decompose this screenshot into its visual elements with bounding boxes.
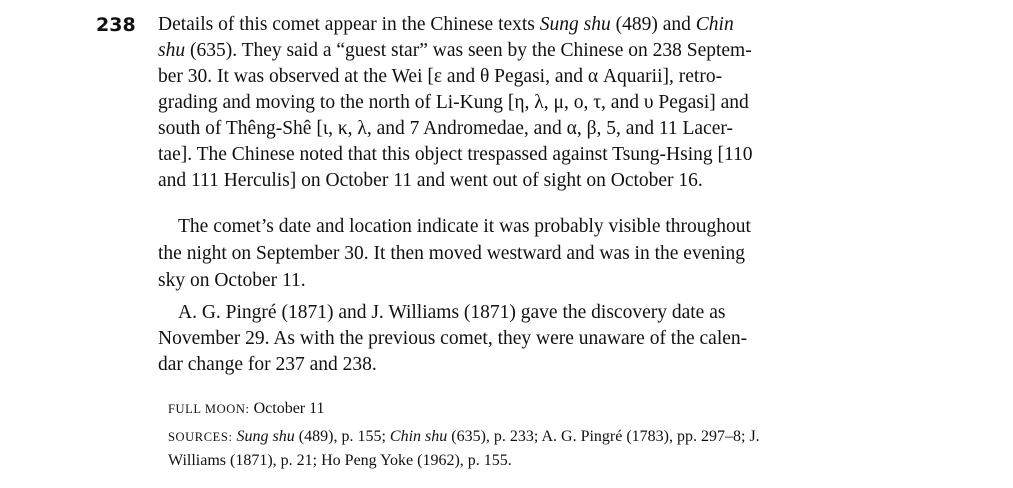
text-line: tae]. The Chinese noted that this object trespassed against Tsung-Hsing [110 (158, 144, 753, 165)
full-moon-value: October 11 (249, 400, 325, 417)
text-span: Details of this comet appear in the Chinese texts (158, 14, 540, 35)
entry-number: 238 (96, 14, 136, 36)
title-italic: shu (158, 40, 186, 61)
title-italic: Chin (695, 14, 734, 35)
text-span: (635). They said a “guest star” was seen by the Chinese on 238 Septem- (185, 40, 752, 61)
text-span: (635), p. 233; A. G. Pingré (1783), pp. 297–8; J. (447, 428, 760, 445)
text-line: south of Thêng-Shê [ι, κ, λ, and 7 Andromedae, and α, β, 5, and 11 Lacer- (158, 118, 733, 139)
full-moon-note (168, 400, 858, 418)
text-line: the night on September 30. It then moved westward and was in the evening (158, 243, 746, 264)
text-line: and 111 Herculis] on October 11 and went out of sight on October 16. (158, 170, 703, 191)
sources-label: SOURCES: (168, 430, 233, 444)
text-line: dar change for 237 and 238. (158, 354, 377, 375)
text-line (158, 14, 734, 36)
text-line: sky on October 11. (158, 270, 306, 291)
text-line: The comet’s date and location indicate it was probably visible throughout (178, 216, 751, 237)
text-line: November 29. As with the previous comet, they were unaware of the calen- (158, 328, 748, 349)
text-span: (489) and (610, 14, 696, 35)
sources-line: Williams (1871), p. 21; Ho Peng Yoke (1962), p. 155. (168, 452, 512, 469)
sources-line (168, 428, 760, 446)
text-line: ber 30. It was observed at the Wei [ε and θ Pegasi, and α Aquarii], retro- (158, 66, 723, 87)
title-italic: Chin shu (389, 428, 448, 445)
text-line (158, 40, 752, 62)
text-line: grading and moving to the north of Li-Kung [η, λ, μ, ο, τ, and υ Pegasi] and (158, 92, 749, 113)
title-italic: Sung shu (539, 14, 611, 35)
text-span: (489), p. 155; (294, 428, 390, 445)
text-line: A. G. Pingré (1871) and J. Williams (1871) gave the discovery date as (178, 302, 726, 323)
full-moon-label: FULL MOON: (168, 402, 250, 416)
title-italic: Sung shu (232, 428, 295, 445)
